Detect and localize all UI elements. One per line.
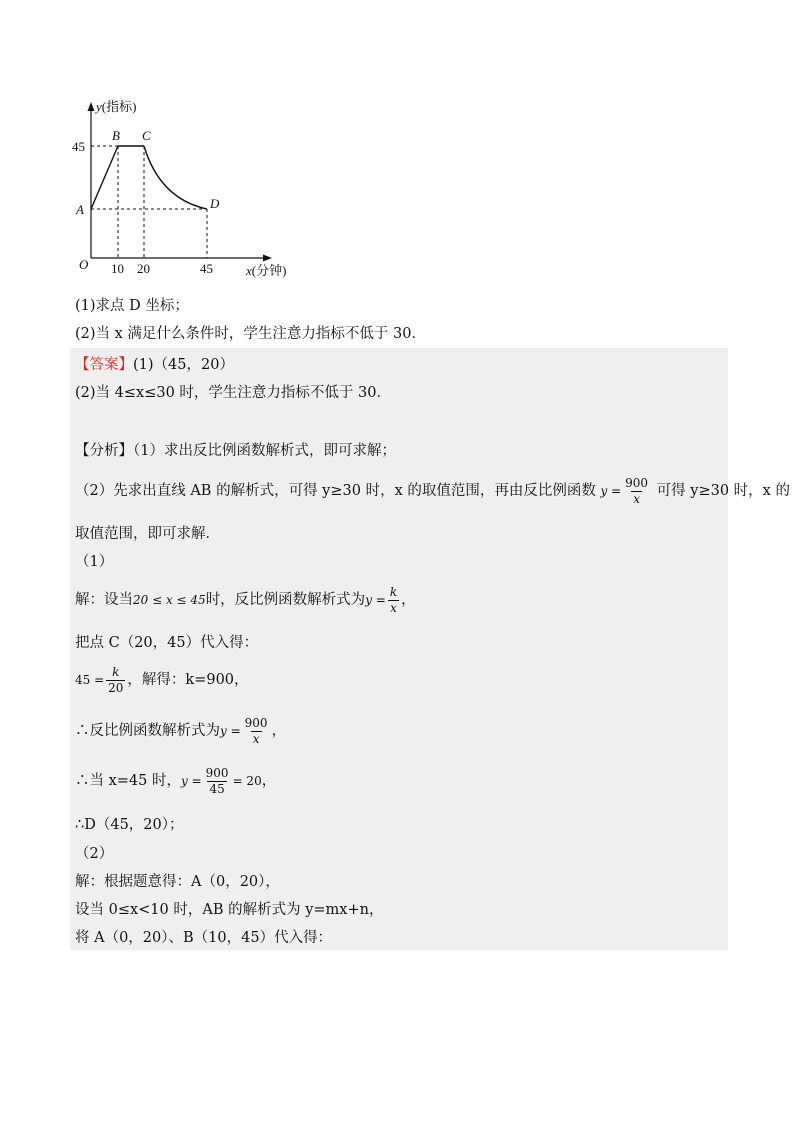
point-d-label: D: [210, 196, 220, 211]
formula-y-eq: y =: [600, 484, 622, 498]
formula-y-eq-2: y =: [365, 593, 386, 607]
answer-1: (1)（45，20）: [133, 357, 234, 373]
fraction-k-over-20: $\frac{k}{20}$: [108, 664, 124, 695]
analysis-line-2: [75, 473, 790, 509]
answer-tag: 【答案】: [75, 357, 133, 373]
fraction-k-over-x: $\frac{k}{x}$: [389, 584, 398, 615]
y-axis-label: y(指标): [96, 99, 137, 114]
origin-label: O: [79, 257, 89, 272]
solution-line-7: 解：根据题意得：A（0，20），: [75, 874, 280, 890]
formula-eq-20: = 20: [232, 774, 262, 788]
formula-y-eq-3: y =: [220, 724, 241, 738]
point-c-label: C: [142, 128, 151, 143]
y-tick-45: 45: [72, 139, 85, 154]
fraction-900-over-45: $\frac{900}{45}$: [205, 765, 229, 796]
s5-end: ，: [261, 773, 277, 789]
answer-2: (2)当 4≤x≤30 时，学生注意力指标不低于 30．: [75, 385, 391, 401]
attention-graph: [60, 94, 320, 294]
x-tick-45: 45: [200, 261, 213, 276]
solution-line-8: 设当 0≤x<10 时，AB 的解析式为 y=mx+n，: [75, 902, 384, 918]
solution-line-5: [75, 763, 276, 799]
part1-label: （1）: [75, 554, 114, 570]
solution-line-9: 将 A（0，20）、B（10，45）代入得：: [75, 930, 333, 946]
fraction-900-over-x: $\frac{900}{x}$: [625, 475, 649, 506]
curve-cd: [144, 146, 207, 209]
s4-before: ∴反比例函数解析式为: [75, 723, 220, 739]
solution-line-2: 把点 C（20，45）代入得：: [75, 635, 259, 651]
s1-before: 解：设当: [75, 592, 133, 608]
question-1: (1)求点 D 坐标；: [75, 298, 189, 314]
y-tick-a: A: [76, 202, 84, 217]
s3-after: ，解得：k=900，: [127, 672, 249, 688]
graph-svg: [60, 94, 320, 294]
analysis-p2-after: 可得 y≥30 时，x 的: [656, 483, 790, 499]
formula-45-eq: 45 =: [75, 673, 105, 687]
segment-ab: [91, 146, 118, 209]
analysis-p2-before: （2）先求出直线 AB 的解析式，可得 y≥30 时，x 的取值范围，再由反比例函数: [75, 483, 596, 499]
analysis-p2-cont: 取值范围，即可求解．: [75, 526, 220, 542]
answer-line-1: [75, 355, 234, 375]
point-b-label: B: [112, 128, 120, 143]
s1-condition: 20 ≤ x ≤ 45: [133, 593, 206, 607]
solution-line-6: ∴D（45，20）；: [75, 817, 184, 833]
formula-y-eq-4: y =: [181, 774, 202, 788]
question-2: (2)当 x 满足什么条件时，学生注意力指标不低于 30．: [75, 326, 426, 342]
x-axis-arrow: [263, 255, 272, 262]
solution-line-1: [75, 582, 416, 618]
s1-mid: 时，反比例函数解析式为: [205, 592, 366, 608]
solution-line-4: [75, 713, 286, 749]
s4-end: ，: [271, 723, 287, 739]
analysis-line-1: [75, 441, 396, 461]
part2-label: （2）: [75, 846, 114, 862]
x-tick-20: 20: [137, 261, 150, 276]
analysis-p1: （1）求出反比例函数解析式，即可求解；: [133, 443, 396, 459]
y-axis-arrow: [88, 102, 95, 111]
x-tick-10: 10: [111, 261, 124, 276]
analysis-tag: 【分析】: [75, 443, 133, 459]
s5-before: ∴当 x=45 时，: [75, 773, 181, 789]
solution-line-3: [75, 662, 249, 698]
fraction-900-over-x-2: $\frac{900}{x}$: [244, 715, 268, 746]
dashed-guides: [91, 146, 207, 258]
s1-end: ，: [401, 592, 416, 608]
x-axis-label: x(分钟): [246, 263, 287, 278]
